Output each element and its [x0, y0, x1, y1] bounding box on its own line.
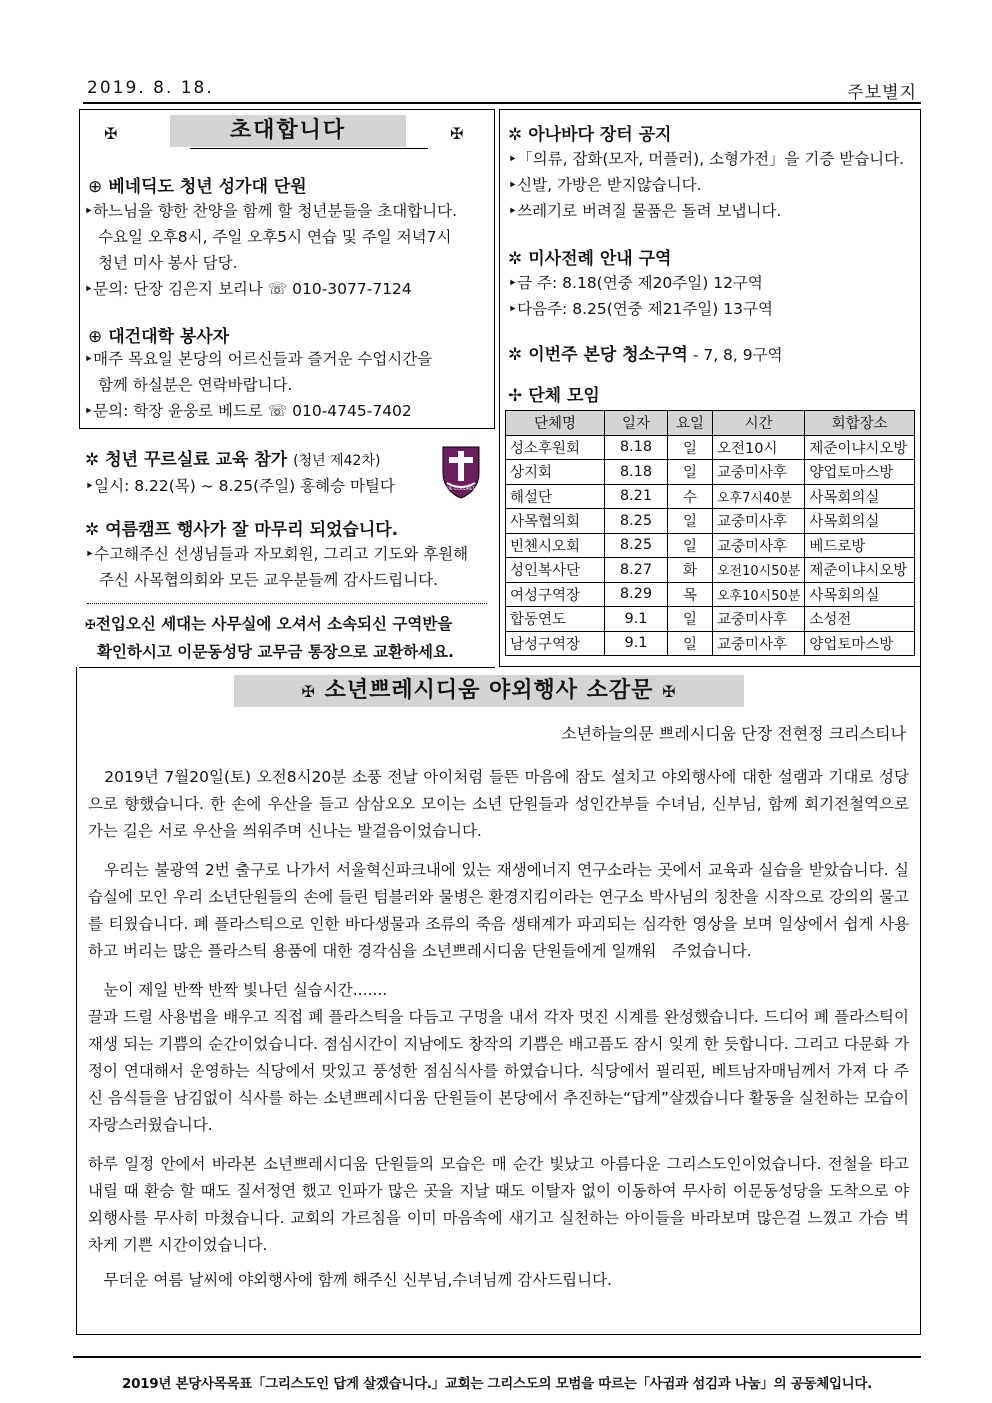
- date-cell: 9.1: [605, 631, 668, 656]
- text-line: 함께 하실분은 연락바랍니다.: [98, 376, 293, 394]
- weekday-cell: 화: [668, 558, 713, 583]
- group-name: 해설단: [506, 484, 605, 509]
- text-line: 수요일 오후8시, 주일 오후5시 연습 및 주일 저녁7시: [98, 228, 452, 246]
- weekday-cell: 일: [668, 435, 713, 460]
- text-line: 주신 사목협의회와 모든 교우분들께 감사드립니다.: [99, 571, 439, 589]
- cross-circle-icon: ⊕: [88, 177, 103, 197]
- table-row: [506, 435, 915, 460]
- time-cell: 교중미사후: [713, 460, 805, 485]
- place-cell: 사목회의실: [805, 484, 915, 509]
- star-icon: ✲: [85, 450, 100, 470]
- sparkle-icon: ✢: [508, 386, 523, 406]
- transfer-notice: ✠전입오신 세대는 사무실에 오셔서 소속되신 구역반을 확인하시고 이문동성당 교무금 통장으로 교환하세요.: [85, 615, 454, 661]
- date-cell: 8.18: [605, 435, 668, 460]
- cursillo-sub: (청년 제42차): [293, 453, 381, 469]
- banner-underline: [190, 148, 428, 149]
- cross-icon: ✠: [450, 124, 464, 143]
- cursillo-heading: ✲ 청년 꾸르실료 교육 참가 (청년 제42차): [85, 450, 381, 470]
- place-cell: 양업토마스방: [805, 631, 915, 656]
- cursillo-date: ‣일시: 8.22(목) ~ 8.25(주일) 홍혜승 마틸다: [85, 477, 395, 495]
- mass-body: [508, 270, 773, 322]
- table-row: [506, 484, 915, 509]
- weekday-cell: 일: [668, 533, 713, 558]
- essay-paragraph: 하루 일정 안에서 바라본 소년쁘레시디움 단원들의 모습은 매 순간 빛났고 아름다운 그리스도인이었습니다. 전철을 타고 내릴 때 환승 할 때도 질서정연 했고 인파가 많은 곳을 지날 때도 이탈자 없이 이동하여 무사히 이문동성당을 도착으로 야외행사를 무사히 마쳤습니다. 교회의 가르침을 이미 마음속에 새기고 실천하는 아이들을 바라보며 많은걸 느꼈고 가슴 벅차게 기쁜 시간이었습니다.: [88, 1155, 909, 1254]
- essay-paragraph: 2019년 7월20일(토) 오전8시20분 소풍 전날 아이처럼 들뜬 마음에 잠도 설치고 야외행사에 대한 설램과 기대로 성당으로 향했습니다. 한 손에 우산을 들고 삼삼오오 모이는 소년 단원들과 성인간부들 수녀님, 신부님, 함께 회기전철역으로 가는 길은 서로 우산을 씌워주며 신나는 발걸음이었습니다.: [88, 768, 909, 840]
- cross-icon: ✠: [104, 124, 118, 143]
- text-line: ‣수고해주신 선생님들과 자모회원, 그리고 기도와 후원해: [85, 545, 469, 563]
- table-row: [506, 607, 915, 632]
- cursillo-logo: [439, 443, 483, 499]
- invite-title: 초대합니다: [170, 115, 406, 147]
- college-contact: ‣문의: 학장 윤웅로 베드로 ☏ 010-4745-7402: [84, 402, 412, 420]
- left-lower-section: [79, 431, 495, 668]
- cross-circle-icon: ⊕: [88, 327, 103, 347]
- date-cell: 8.25: [605, 509, 668, 534]
- date-cell: 8.29: [605, 582, 668, 607]
- choir-contact: ‣문의: 단장 김은지 보리나 ☏ 010-3077-7124: [84, 280, 412, 298]
- column-header: 회합장소: [805, 411, 915, 436]
- place-cell: 사목회의실: [805, 509, 915, 534]
- star-icon: ✲: [85, 520, 100, 540]
- time-cell: 교중미사후: [713, 631, 805, 656]
- place-cell: 양업토마스방: [805, 460, 915, 485]
- college-heading: ⊕ 대건대학 봉사자: [88, 327, 230, 347]
- invite-box: [79, 109, 495, 429]
- time-cell: 오전10시: [713, 435, 805, 460]
- time-cell: 교중미사후: [713, 533, 805, 558]
- weekday-cell: 일: [668, 460, 713, 485]
- logo-text: DE COLORES: [446, 487, 476, 492]
- star-icon: ✲: [508, 125, 523, 145]
- weekday-cell: 일: [668, 509, 713, 534]
- text-line: ‣매주 목요일 본당의 어르신들과 즐거운 수업시간을: [84, 350, 433, 368]
- page-footer: [73, 1356, 921, 1398]
- choir-body: [84, 198, 457, 302]
- essay-paragraph: 무더운 여름 날씨에 야외행사에 함께 해주신 신부님,수녀님께 감사드립니다.: [88, 1271, 613, 1289]
- weekday-cell: 일: [668, 607, 713, 632]
- place-cell: 제준이냐시오방: [805, 435, 915, 460]
- essay-box: [76, 667, 921, 1335]
- issue-date: 2019. 8. 18.: [87, 78, 214, 98]
- table-header-row: [506, 411, 915, 436]
- table-row: [506, 509, 915, 534]
- essay-title-banner: [234, 675, 744, 707]
- essay-title: 소년쁘레시디움 야외행사 소감문: [324, 678, 654, 703]
- text-line: ‣신발, 가방은 받지않습니다.: [508, 176, 702, 194]
- place-cell: 제준이냐시오방: [805, 558, 915, 583]
- text-line: ‣금 주: 8.18(연중 제20주일) 12구역: [508, 274, 763, 292]
- table-row: [506, 582, 915, 607]
- table-row: [506, 631, 915, 656]
- time-cell: 오후10시50분: [713, 582, 805, 607]
- column-header: 단체명: [506, 411, 605, 436]
- page-header: [83, 74, 921, 104]
- parish-motto: 2019년 본당사목목표「그리스도인 답게 살겠습니다.」교회는 그리스도의 모범을 따르는「사귐과 섬김과 나눔」의 공동체입니다.: [122, 1376, 872, 1392]
- dotted-divider: [87, 603, 487, 604]
- date-cell: 8.18: [605, 460, 668, 485]
- cross-icon: ✠: [85, 618, 96, 633]
- group-name: 합동연도: [506, 607, 605, 632]
- weekday-cell: 일: [668, 631, 713, 656]
- group-name: 성소후원회: [506, 435, 605, 460]
- column-header: 시간: [713, 411, 805, 436]
- choir-heading: ⊕ 베네딕도 청년 성가대 단원: [88, 177, 307, 197]
- table-row: [506, 533, 915, 558]
- table-row: [506, 460, 915, 485]
- bulletin-label: 주보별지: [847, 83, 917, 103]
- camp-body: [85, 541, 468, 593]
- place-cell: 사목회의실: [805, 582, 915, 607]
- time-cell: 오전10시50분: [713, 558, 805, 583]
- cleaning-heading: ✲ 이번주 본당 청소구역 - 7, 8, 9구역: [508, 345, 783, 365]
- cross-icon: ✠: [301, 682, 316, 701]
- text-line: 청년 미사 봉사 담당.: [98, 254, 238, 272]
- essay-paragraph: 끌과 드릴 사용법을 배우고 직접 폐 플라스틱을 다듬고 구멍을 내서 각자 멋진 시계를 완성했습니다. 드디어 폐 플라스틱이 재생 되는 기쁨의 순간이었습니다. 점심시간이 지남에도 창작의 기쁨은 배고픔도 잠시 잊게 한 듯합니다. 그리고 다문화 가정이 연대해서 운영하는 식당에서 맛있고 풍성한 점심식사를 하였습니다. 식당에서 필리핀, 베트남자매님께서 가져 다 주신 음식들을 남김없이 식사를 하는 소년쁘레시디움 단원들이 본당에서 추진하는“답게”살겠습니다 활동을 실천하는 모습이 자랑스러웠습니다.: [88, 1008, 909, 1134]
- market-body: [508, 146, 904, 224]
- group-name: 남성구역장: [506, 631, 605, 656]
- date-cell: 9.1: [605, 607, 668, 632]
- time-cell: 오후7시40분: [713, 484, 805, 509]
- text-line: ‣「의류, 잡화(모자, 머플러), 소형가전」을 기증 받습니다.: [508, 150, 905, 168]
- date-cell: 8.27: [605, 558, 668, 583]
- star-icon: ✲: [508, 345, 523, 365]
- college-body: [84, 346, 432, 424]
- time-cell: 교중미사후: [713, 509, 805, 534]
- group-name: 빈첸시오회: [506, 533, 605, 558]
- essay-paragraph: 우리는 불광역 2번 출구로 나가서 서울혁신파크내에 있는 재생에너지 연구소라는 곳에서 교육과 실습을 받았습니다. 실습실에 모인 우리 소년단원들의 손에 들린 텀블러와 물병은 환경지킴이라는 연구소 박사님의 칭찬을 시작으로 강의의 물고를 티웠습니다. 폐 플라스틱으로 인한 바다생물과 조류의 죽음 생태계가 파괴되는 심각한 영상을 보며 일상에서 쉽게 사용하고 버리는 많은 플라스틱 용품에 대한 경각심을 소년쁘레시디움 단원들에게 일깨워 주었습니다.: [88, 861, 909, 960]
- cross-icon: ✠: [662, 682, 677, 701]
- text-line: ‣다음주: 8.25(연중 제21주일) 13구역: [508, 300, 773, 318]
- camp-heading: ✲ 여름캠프 행사가 잘 마무리 되었습니다.: [85, 520, 399, 540]
- group-name: 사목협의회: [506, 509, 605, 534]
- column-header: 요일: [668, 411, 713, 436]
- date-cell: 8.21: [605, 484, 668, 509]
- place-cell: 베드로방: [805, 533, 915, 558]
- table-row: [506, 558, 915, 583]
- group-name: 성인복사단: [506, 558, 605, 583]
- group-name: 상지회: [506, 460, 605, 485]
- weekday-cell: 목: [668, 582, 713, 607]
- groups-heading: ✢ 단체 모임: [508, 386, 600, 406]
- text-line: ‣쓰레기로 버려질 물품은 돌려 보냅니다.: [508, 202, 782, 220]
- text-line: ‣하느님을 향한 찬양을 함께 할 청년분들을 초대합니다.: [84, 202, 458, 220]
- market-heading: ✲ 아나바다 장터 공지: [508, 125, 672, 145]
- column-header: 일자: [605, 411, 668, 436]
- star-icon: ✲: [508, 249, 523, 269]
- essay-author: 소년하늘의문 쁘레시디움 단장 전현정 크리스티나: [561, 724, 906, 743]
- group-meeting-table: [505, 410, 915, 656]
- weekday-cell: 수: [668, 484, 713, 509]
- time-cell: 교중미사후: [713, 607, 805, 632]
- date-cell: 8.25: [605, 533, 668, 558]
- mass-heading: ✲ 미사전례 안내 구역: [508, 249, 672, 269]
- essay-paragraph: 눈이 제일 반짝 반짝 빛나던 실습시간.......: [88, 981, 388, 999]
- place-cell: 소성전: [805, 607, 915, 632]
- group-name: 여성구역장: [506, 582, 605, 607]
- essay-body: [88, 764, 909, 1294]
- cleaning-zones: - 7, 8, 9구역: [687, 346, 783, 364]
